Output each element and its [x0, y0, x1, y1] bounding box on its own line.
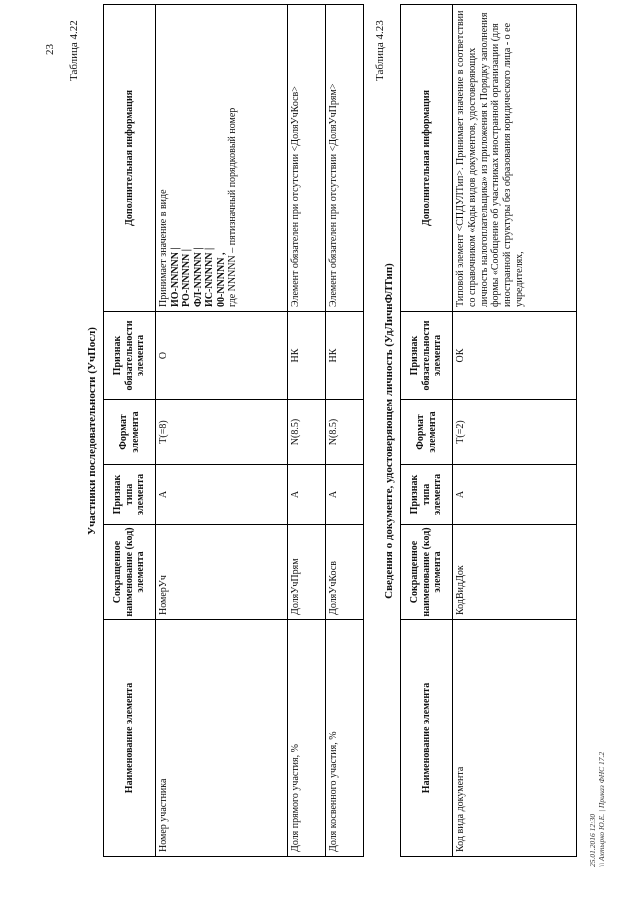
cell-type: А: [453, 465, 577, 525]
table-1: [103, 4, 364, 857]
header-cell: Сокращенное наименование (код) элемента: [401, 525, 453, 620]
stamp-line: 25.01.2016 12:30: [588, 813, 597, 867]
info-value: ИО-NNNNN |: [169, 247, 181, 307]
cell-info: Элемент обязателен при отсутствии <ДоляУчКосв>: [288, 5, 326, 312]
header-cell: Наименование элемента: [104, 620, 156, 857]
table-1-title: Участники последовательности (УчПосл): [86, 327, 98, 535]
cell-name: Код вида документа: [453, 620, 577, 857]
table-row: [326, 5, 364, 857]
table-1-header-row: [104, 5, 156, 857]
cell-info: Элемент обязателен при отсутствии <ДоляУчПрям>: [326, 5, 364, 312]
cell-code: ДоляУчКосв: [326, 525, 364, 620]
stamp-line: \\ Ахтырко Ю.Е. | Приказ ФНС 17.2: [597, 751, 607, 867]
cell-name: Номер участника: [156, 620, 288, 857]
cell-info: [156, 5, 288, 312]
header-cell: Формат элемента: [401, 400, 453, 465]
table-2: [400, 4, 577, 857]
table-row: [453, 5, 577, 857]
header-cell: Признак обязательности элемента: [401, 312, 453, 400]
info-value: ФЛ-NNNNN |: [192, 247, 204, 307]
table-2-title: Сведения о документе, удостоверяющем личность (УдЛичнФЛТип): [383, 263, 395, 599]
cell-required: НК: [326, 312, 364, 400]
table-2-header-row: [401, 5, 453, 857]
cell-name: Доля косвенного участия, %: [326, 620, 364, 857]
cell-type: А: [288, 465, 326, 525]
info-prefix: Принимает значение в виде: [158, 189, 169, 307]
cell-format: N(8.5): [326, 400, 364, 465]
page-number: 23: [44, 44, 56, 55]
cell-name: Доля прямого участия, %: [288, 620, 326, 857]
cell-required: ОК: [453, 312, 577, 400]
info-value: РО-NNNNN |: [181, 249, 193, 307]
cell-format: T(=8): [156, 400, 288, 465]
table-row: [288, 5, 326, 857]
cell-format: T(=2): [453, 400, 577, 465]
cell-code: КодВидДок: [453, 525, 577, 620]
cell-required: НК: [288, 312, 326, 400]
header-cell: Признак типа элемента: [401, 465, 453, 525]
cell-required: О: [156, 312, 288, 400]
header-cell: Формат элемента: [104, 400, 156, 465]
table-row: [156, 5, 288, 857]
header-cell: Наименование элемента: [401, 620, 453, 857]
cell-type: А: [326, 465, 364, 525]
header-cell: Дополнительная информация: [401, 5, 453, 312]
table-1-caption: Таблица 4.22: [68, 20, 80, 81]
info-values: [170, 9, 228, 307]
cell-code: ДоляУчПрям: [288, 525, 326, 620]
cell-code: НомерУч: [156, 525, 288, 620]
header-cell: Признак обязательности элемента: [104, 312, 156, 400]
header-cell: Признак типа элемента: [104, 465, 156, 525]
info-value: 00-NNNNN ,: [215, 252, 227, 307]
cell-type: А: [156, 465, 288, 525]
header-cell: Дополнительная информация: [104, 5, 156, 312]
table-2-caption: Таблица 4.23: [374, 20, 386, 81]
print-stamp: [588, 752, 607, 867]
header-cell: Сокращенное наименование (код) элемента: [104, 525, 156, 620]
info-suffix: где NNNNN – пятизначный порядковый номер: [227, 107, 239, 307]
info-value: ИС-NNNNN |: [204, 247, 216, 307]
cell-format: N(8.5): [288, 400, 326, 465]
cell-info: Типовой элемент <СПДУЛТип>. Принимает значение в соответствии со справочником «Коды видов документов, удостоверяющих личность налогоплательщика» из приложения к Порядку заполнения формы «Сообщение об участниках иностранной организации (для иностранной структуры без образования юридического лица - о ее учредителях,: [453, 5, 577, 312]
